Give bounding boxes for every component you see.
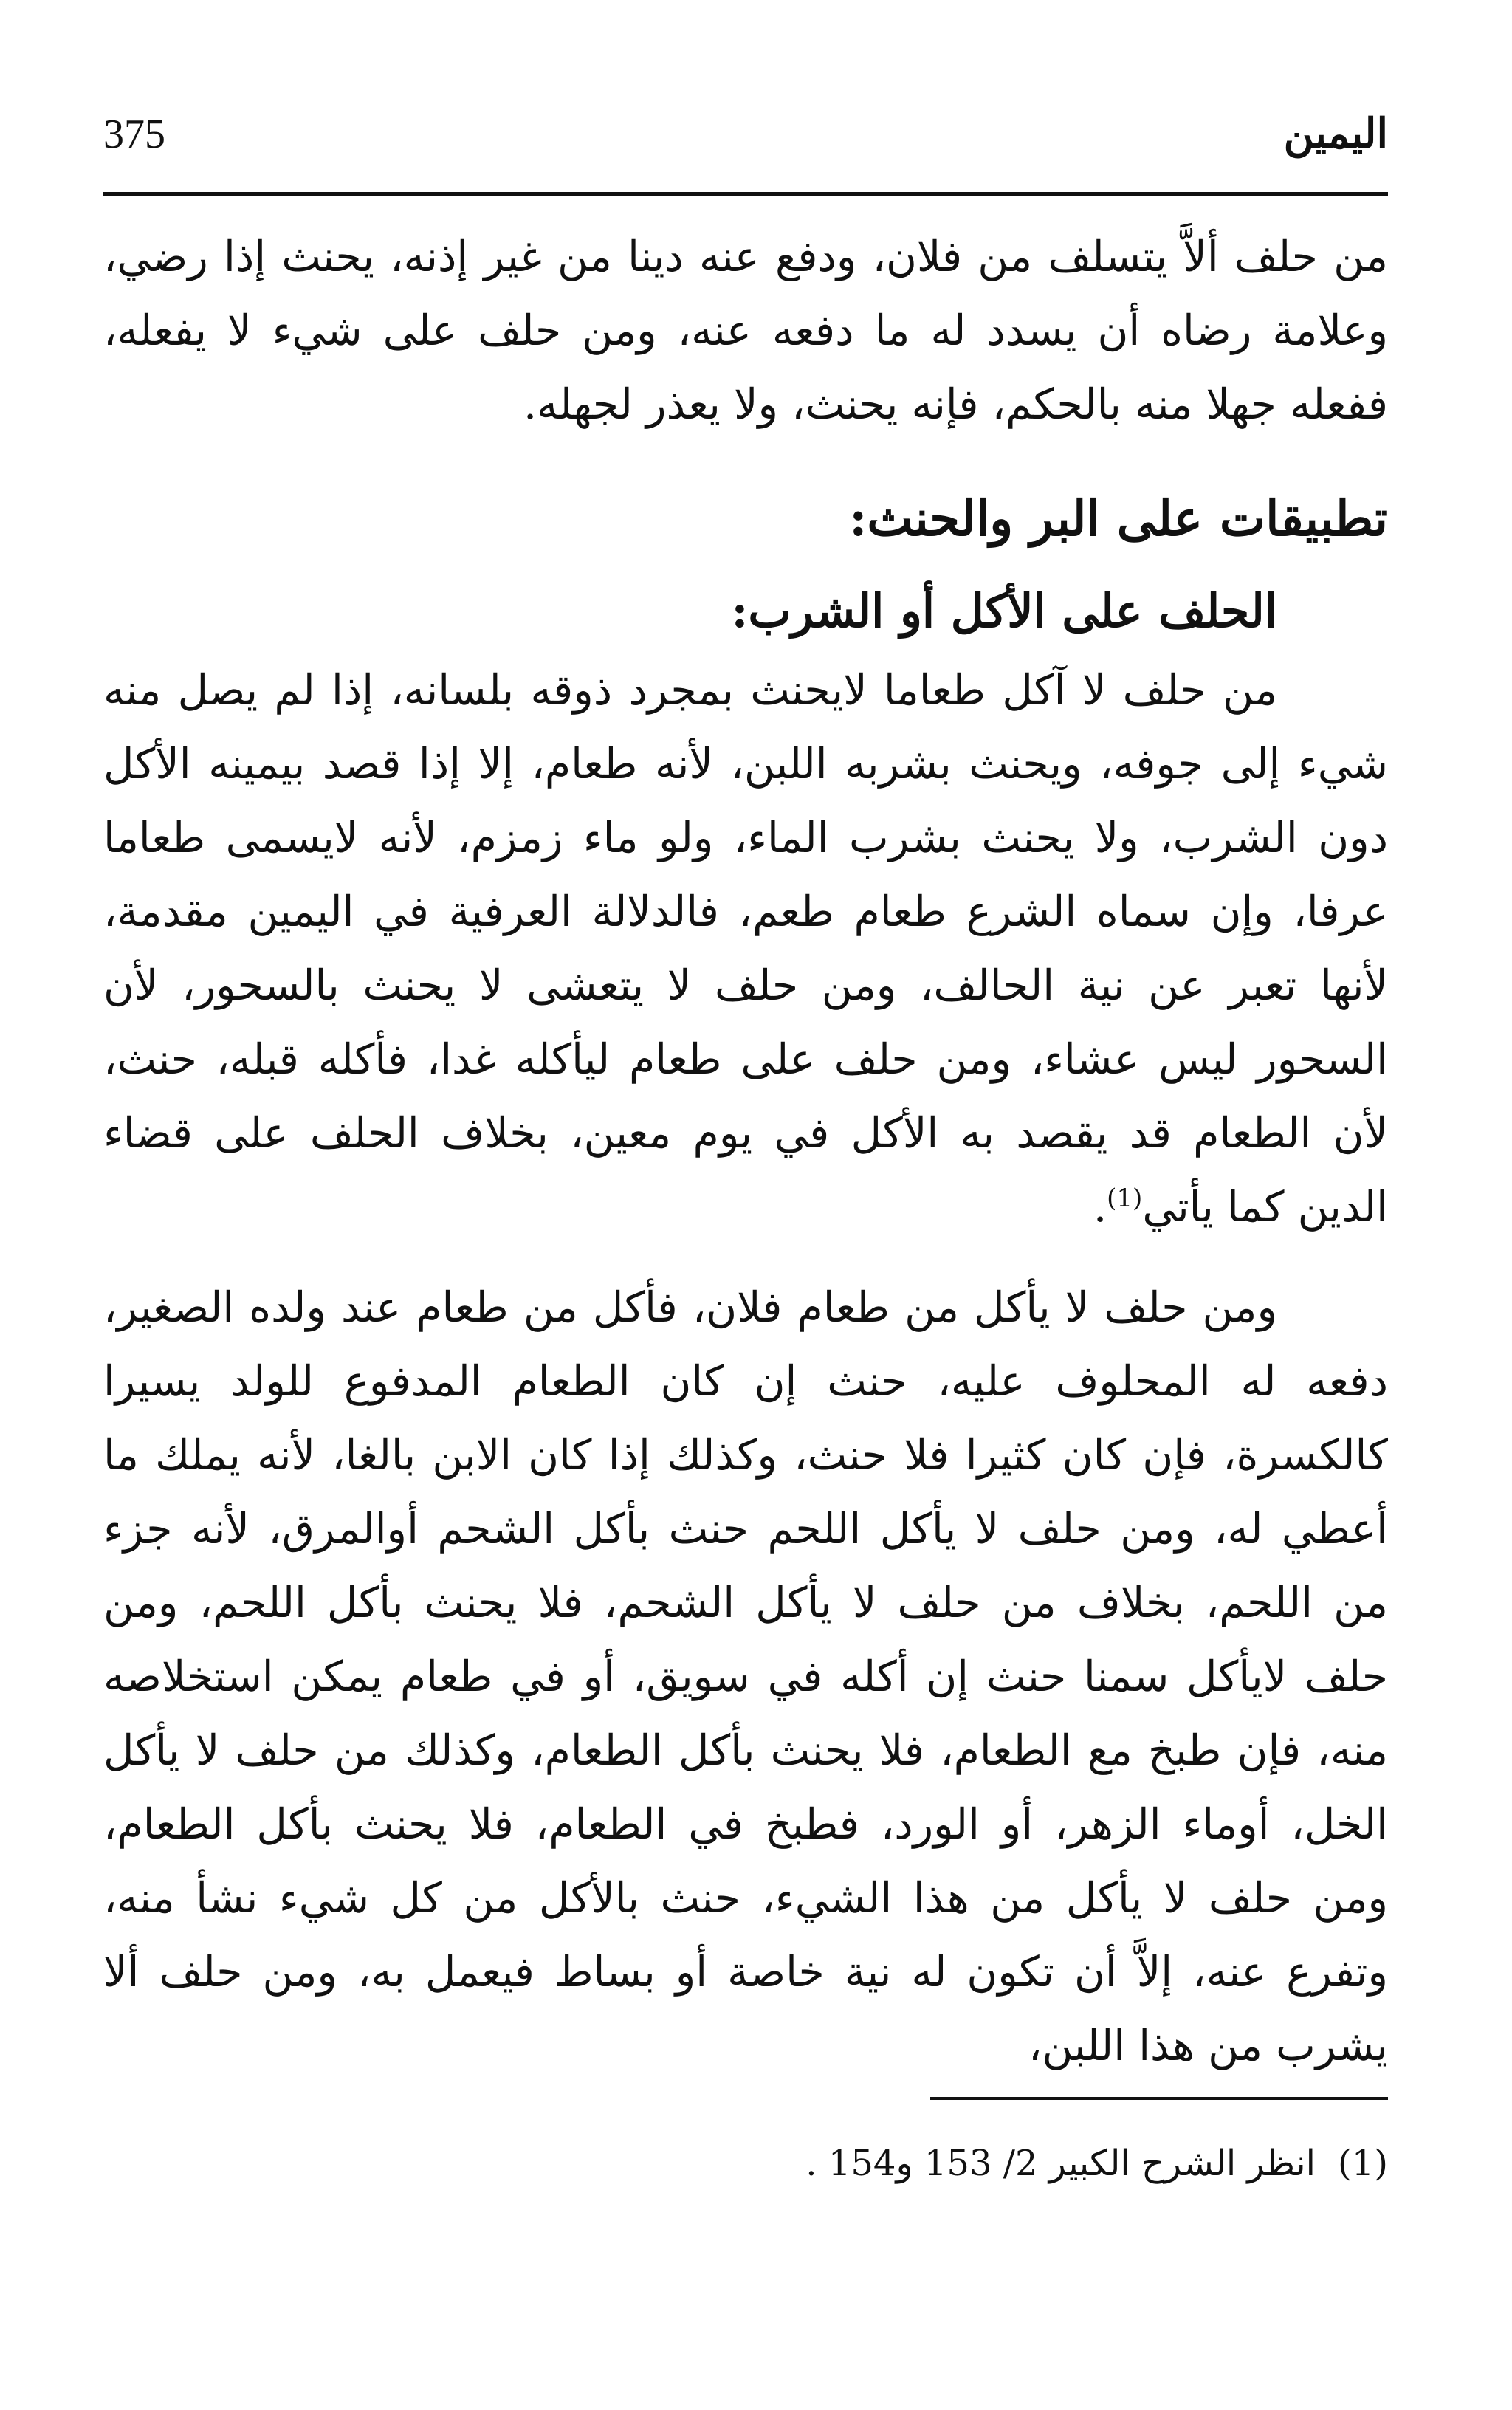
paragraph-1-text: من حلف لا آكل طعاما لايحنث بمجرد ذوقه بلسانه، إذا لم يصل منه شيء إلى جوفه، ويحنث بشربه اللبن، لأنه طعام، إلا إذا قصد بيمينه الأكل دون الشرب، ولا يحنث بشرب الماء، ولو ماء زمزم، لأنه لايسمى طعاما عرفا، وإن سماه الشرع طعام طعم، فالدلالة العرفية في اليمين مقدمة، لأنها تعبر عن نية الحالف، ومن حلف لا يتعشى لا يحنث بالسحور، لأن السحور ليس عشاء، ومن حلف على طعام ليأكله غدا، فأكله قبله، حنث، لأن الطعام قد يقصد به الأكل في يوم معين، بخلاف الحلف على قضاء الدين كما يأتي [103, 666, 1388, 1232]
paragraph-1 [103, 653, 1388, 1244]
paragraph-gap [103, 1244, 1388, 1271]
paragraph-2: ومن حلف لا يأكل من طعام فلان، فأكل من طعام عند ولده الصغير، دفعه له المحلوف عليه، حنث إن كان الطعام المدفوع للولد يسيرا كالكسرة، فإن كان كثيرا فلا حنث، وكذلك إذا كان الابن بالغا، لأنه يملك ما أعطي له، ومن حلف لا يأكل اللحم حنث بأكل الشحم أوالمرق، لأنه جزء من اللحم، بخلاف من حلف لا يأكل الشحم، فلا يحنث بأكل اللحم، ومن حلف لايأكل سمنا حنث إن أكله في سويق، أو في طعام يمكن استخلاصه منه، فإن طبخ مع الطعام، فلا يحنث بأكل الطعام، وكذلك من حلف لا يأكل الخل، أوماء الزهر، أو الورد، فطبخ في الطعام، فلا يحنث بأكل الطعام، ومن حلف لا يأكل من هذا الشيء، حنث بالأكل من كل شيء نشأ منه، وتفرع عنه، إلاَّ أن تكون له نية خاصة أو بساط فيعمل به، ومن حلف ألا يشرب من هذا اللبن، [103, 1283, 1388, 2070]
footnote-reference: (1) [1107, 1184, 1143, 1213]
footnote-number: (1) [1337, 2143, 1388, 2184]
page-number: 375 [103, 111, 165, 157]
footnote [103, 2138, 1388, 2189]
paragraph-1-end: . [1093, 1183, 1107, 1232]
page-header [103, 89, 1388, 199]
footnote-text: انظر الشرح الكبير 2/ 153 و154 . [805, 2143, 1316, 2184]
header-rule [103, 192, 1388, 196]
footnote-rule [930, 2097, 1388, 2100]
running-title: اليمين [1283, 109, 1388, 158]
page-content [103, 220, 1388, 2083]
book-page [103, 89, 1388, 2304]
subsection-title: الحلف على الأكل أو الشرب: [731, 584, 1277, 638]
section-title: تطبيقات على البر والحنث: [849, 490, 1388, 547]
intro-paragraph: من حلف ألاَّ يتسلف من فلان، ودفع عنه دينا من غير إذنه، يحنث إذا رضي، وعلامة رضاه أن يسدد له ما دفعه عنه، ومن حلف على شيء لا يفعله، ففعله جهلا منه بالحكم، فإنه يحنث، ولا يعذر لجهله. [103, 233, 1388, 429]
